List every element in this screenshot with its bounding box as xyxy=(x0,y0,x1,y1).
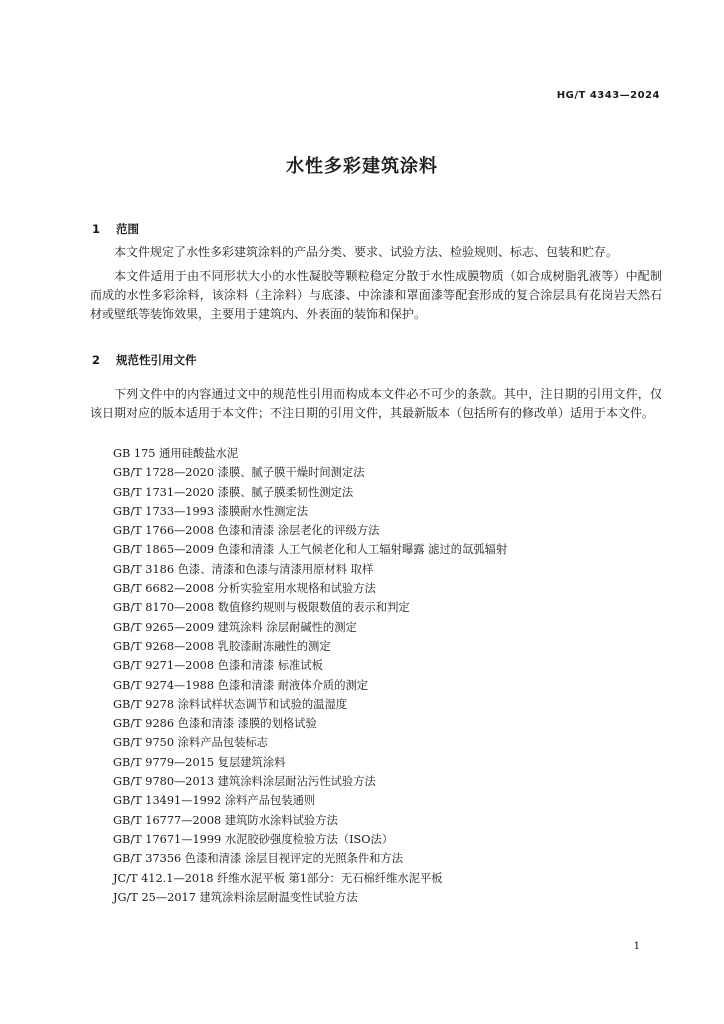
normative-refs-intro: 下列文件中的内容通过文中的规范性引用而构成本文件必不可少的条款。其中，注日期的引用文件，仅该日期对应的版本适用于本文件；不注日期的引用文件，其最新版本（包括所有的修改单）适用于本文件。 xyxy=(90,387,662,420)
section-title: 规范性引用文件 xyxy=(116,353,197,367)
section-number: 2 xyxy=(92,353,101,367)
section-heading-scope xyxy=(92,221,139,237)
reference-item: GB/T 6682—2008 分析实验室用水规格和试验方法 xyxy=(113,582,376,596)
reference-item: GB/T 37356 色漆和清漆 涂层目视评定的光照条件和方法 xyxy=(113,852,404,866)
reference-item: GB/T 8170—2008 数值修约规则与极限数值的表示和判定 xyxy=(113,601,410,615)
scope-paragraph-1: 本文件规定了水性多彩建筑涂料的产品分类、要求、试验方法、检验规则、标志、包装和贮存。 xyxy=(114,245,619,259)
reference-item: GB/T 13491—1992 涂料产品包装通则 xyxy=(113,794,316,808)
reference-item: GB/T 9271—2008 色漆和清漆 标准试板 xyxy=(113,659,323,673)
reference-list xyxy=(113,444,507,907)
reference-item: GB/T 1766—2008 色漆和清漆 涂层老化的评级方法 xyxy=(113,524,380,538)
reference-item: GB/T 9779—2015 复层建筑涂料 xyxy=(113,755,286,769)
reference-item: GB/T 1733—1993 漆膜耐水性测定法 xyxy=(113,504,309,518)
reference-item: GB/T 9750 涂料产品包装标志 xyxy=(113,736,268,750)
reference-item: GB/T 1731—2020 漆膜、腻子膜柔韧性测定法 xyxy=(113,485,354,499)
reference-item: GB/T 9780—2013 建筑涂料涂层耐沾污性试验方法 xyxy=(113,775,376,789)
reference-item: GB/T 9268—2008 乳胶漆耐冻融性的测定 xyxy=(113,639,331,653)
document-title: 水性多彩建筑涂料 xyxy=(286,156,438,177)
reference-item: GB/T 9286 色漆和清漆 漆膜的划格试验 xyxy=(113,717,317,731)
reference-item: GB/T 9274—1988 色漆和清漆 耐液体介质的测定 xyxy=(113,678,369,692)
reference-item: JC/T 412.1—2018 纤维水泥平板 第1部分：无石棉纤维水泥平板 xyxy=(113,871,443,885)
page-number: 1 xyxy=(633,941,640,952)
reference-item: GB/T 16777—2008 建筑防水涂料试验方法 xyxy=(113,813,338,827)
section-heading-normative-refs xyxy=(92,352,197,368)
reference-item: GB/T 17671—1999 水泥胶砂强度检验方法（ISO法） xyxy=(113,832,394,846)
reference-item: GB/T 1728—2020 漆膜、腻子膜干燥时间测定法 xyxy=(113,466,365,480)
reference-item: GB 175 通用硅酸盐水泥 xyxy=(113,447,239,460)
section-title: 范围 xyxy=(116,222,139,236)
reference-item: GB/T 1865—2009 色漆和清漆 人工气候老化和人工辐射曝露 滤过的氙弧辐射 xyxy=(113,543,508,557)
standard-code: HG/T 4343—2024 xyxy=(556,90,660,101)
section-number: 1 xyxy=(92,222,101,236)
scope-paragraph-2: 本文件适用于由不同形状大小的水性凝胶等颗粒稳定分散于水性成膜物质（如合成树脂乳液等）中配制而成的水性多彩涂料，该涂料（主涂料）与底漆、中涂漆和罩面漆等配套形成的复合涂层具有花岗岩天然石材或壁纸等装饰效果，主要用于建筑内、外表面的装饰和保护。 xyxy=(90,269,662,321)
reference-item: GB/T 9278 涂料试样状态调节和试验的温湿度 xyxy=(113,697,348,711)
reference-item: GB/T 9265—2009 建筑涂料 涂层耐碱性的测定 xyxy=(113,620,357,634)
reference-item: GB/T 3186 色漆、清漆和色漆与清漆用原材料 取样 xyxy=(113,562,374,576)
reference-item: JG/T 25—2017 建筑涂料涂层耐温变性试验方法 xyxy=(113,890,358,904)
